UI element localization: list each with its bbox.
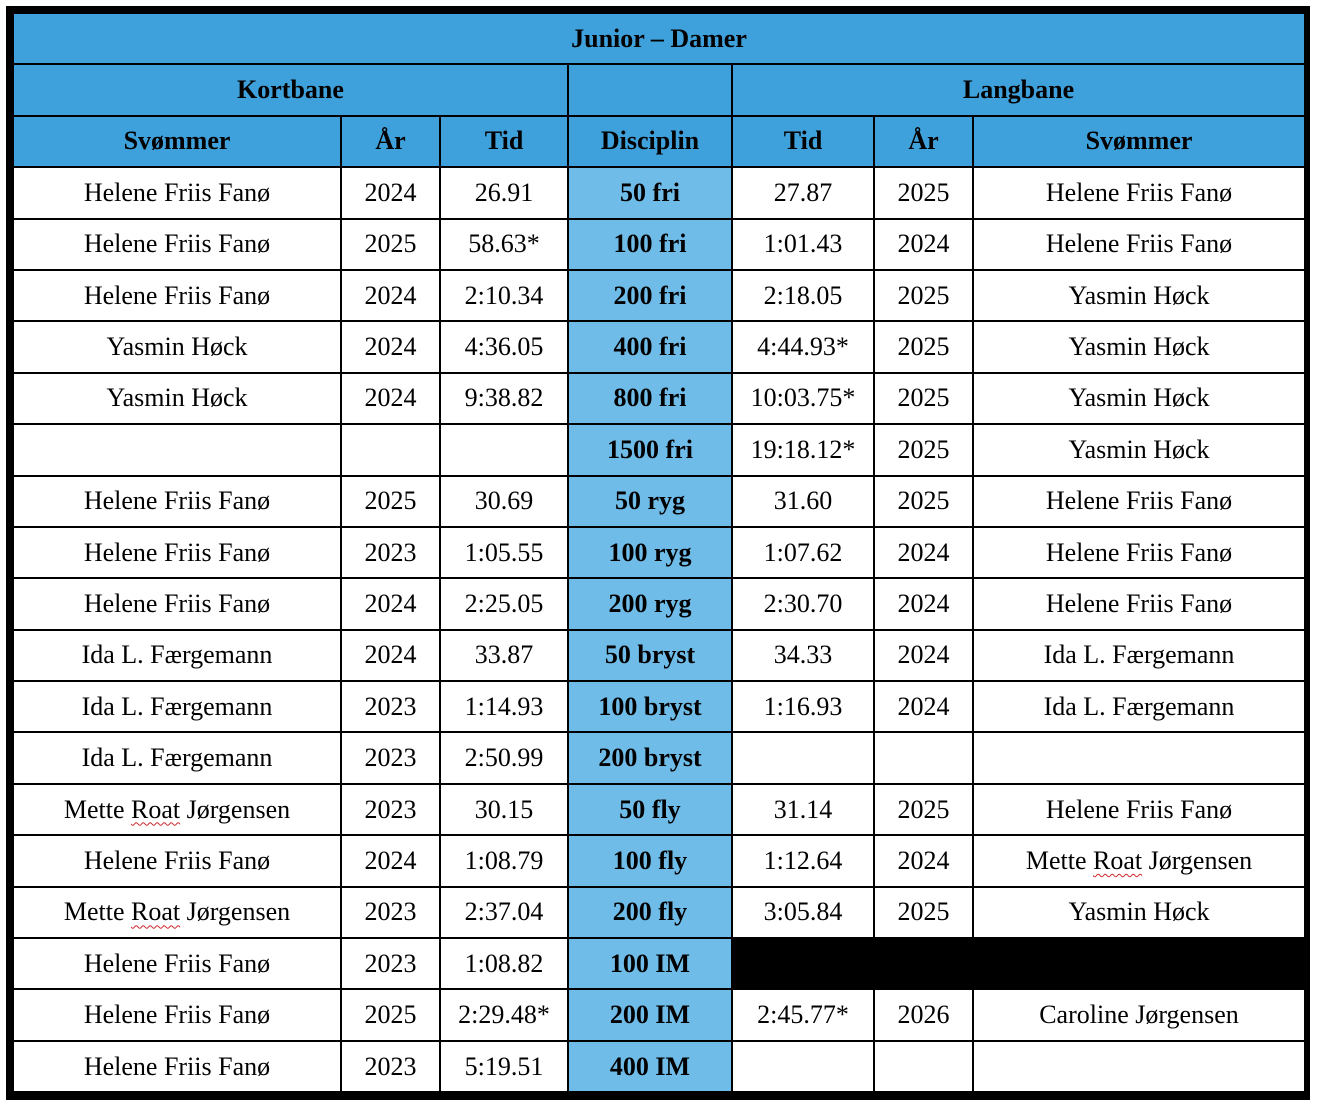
table-row <box>13 527 1305 578</box>
langbane-swimmer: Yasmin Høck <box>973 424 1305 475</box>
langbane-time: 2:18.05 <box>732 270 874 321</box>
kortbane-swimmer: Helene Friis Fanø <box>13 989 341 1040</box>
langbane-year <box>874 1041 973 1092</box>
langbane-time: 31.14 <box>732 784 874 835</box>
langbane-time: 1:12.64 <box>732 835 874 886</box>
kortbane-swimmer: Helene Friis Fanø <box>13 1041 341 1092</box>
langbane-year: 2025 <box>874 167 973 218</box>
langbane-time: 31.60 <box>732 476 874 527</box>
records-body <box>13 167 1305 1092</box>
kortbane-swimmer <box>13 424 341 475</box>
kortbane-time: 1:08.79 <box>440 835 568 886</box>
name-part: Jørgensen <box>180 897 291 927</box>
kortbane-year: 2025 <box>341 219 440 270</box>
langbane-year <box>874 732 973 783</box>
kortbane-year: 2024 <box>341 321 440 372</box>
section-spacer <box>568 64 732 115</box>
langbane-time: 27.87 <box>732 167 874 218</box>
kortbane-time: 2:10.34 <box>440 270 568 321</box>
langbane-swimmer: Yasmin Høck <box>973 270 1305 321</box>
langbane-year: 2024 <box>874 527 973 578</box>
kortbane-time <box>440 424 568 475</box>
kortbane-year: 2023 <box>341 938 440 989</box>
discipline: 200 IM <box>568 989 732 1040</box>
table-row <box>13 373 1305 424</box>
discipline: 100 fly <box>568 835 732 886</box>
kortbane-year: 2023 <box>341 887 440 938</box>
langbane-year: 2025 <box>874 784 973 835</box>
langbane-time: 1:07.62 <box>732 527 874 578</box>
kortbane-time: 2:37.04 <box>440 887 568 938</box>
name-part: Jørgensen <box>180 794 291 824</box>
langbane-swimmer: Yasmin Høck <box>973 373 1305 424</box>
kortbane-swimmer: Helene Friis Fanø <box>13 167 341 218</box>
kortbane-year: 2023 <box>341 732 440 783</box>
kortbane-swimmer: Yasmin Høck <box>13 321 341 372</box>
table-row <box>13 1041 1305 1092</box>
table-row <box>13 732 1305 783</box>
kortbane-year: 2024 <box>341 630 440 681</box>
langbane-swimmer: Helene Friis Fanø <box>973 527 1305 578</box>
kortbane-swimmer <box>13 887 341 938</box>
col-svommer-right: Svømmer <box>973 116 1305 167</box>
discipline: 100 fri <box>568 219 732 270</box>
langbane-time: 4:44.93* <box>732 321 874 372</box>
records-table-frame <box>6 6 1310 1100</box>
col-aar-right: År <box>874 116 973 167</box>
table-row <box>13 784 1305 835</box>
spellcheck-word: Roat <box>1093 845 1143 875</box>
discipline: 200 fri <box>568 270 732 321</box>
discipline: 200 fly <box>568 887 732 938</box>
langbane-swimmer: Ida L. Færgemann <box>973 630 1305 681</box>
discipline: 100 bryst <box>568 681 732 732</box>
table-row <box>13 476 1305 527</box>
col-disciplin: Disciplin <box>568 116 732 167</box>
langbane-time: 1:16.93 <box>732 681 874 732</box>
table-row <box>13 167 1305 218</box>
langbane-swimmer: Helene Friis Fanø <box>973 167 1305 218</box>
kortbane-year: 2024 <box>341 578 440 629</box>
name-part: Jørgensen <box>1142 845 1253 875</box>
langbane-swimmer: Yasmin Høck <box>973 887 1305 938</box>
langbane-year: 2024 <box>874 835 973 886</box>
table-row <box>13 578 1305 629</box>
kortbane-time: 1:08.82 <box>440 938 568 989</box>
kortbane-year: 2023 <box>341 527 440 578</box>
kortbane-year: 2024 <box>341 835 440 886</box>
discipline: 50 bryst <box>568 630 732 681</box>
langbane-swimmer: Helene Friis Fanø <box>973 784 1305 835</box>
langbane-time: 2:30.70 <box>732 578 874 629</box>
col-tid-right: Tid <box>732 116 874 167</box>
discipline: 200 bryst <box>568 732 732 783</box>
langbane-swimmer: Caroline Jørgensen <box>973 989 1305 1040</box>
kortbane-swimmer: Helene Friis Fanø <box>13 578 341 629</box>
langbane-year: 2024 <box>874 681 973 732</box>
kortbane-time: 2:29.48* <box>440 989 568 1040</box>
kortbane-time: 30.15 <box>440 784 568 835</box>
kortbane-time: 9:38.82 <box>440 373 568 424</box>
table-row <box>13 989 1305 1040</box>
table-title: Junior – Damer <box>13 13 1305 64</box>
kortbane-swimmer: Helene Friis Fanø <box>13 270 341 321</box>
records-table <box>12 12 1306 1093</box>
discipline: 1500 fri <box>568 424 732 475</box>
discipline: 50 ryg <box>568 476 732 527</box>
section-kortbane: Kortbane <box>13 64 568 115</box>
kortbane-year <box>341 424 440 475</box>
kortbane-time: 4:36.05 <box>440 321 568 372</box>
kortbane-time: 26.91 <box>440 167 568 218</box>
table-row <box>13 938 1305 989</box>
langbane-time: 19:18.12* <box>732 424 874 475</box>
langbane-swimmer <box>973 835 1305 886</box>
table-row <box>13 270 1305 321</box>
discipline: 50 fly <box>568 784 732 835</box>
section-langbane: Langbane <box>732 64 1305 115</box>
langbane-year: 2024 <box>874 219 973 270</box>
col-tid-left: Tid <box>440 116 568 167</box>
col-aar-left: År <box>341 116 440 167</box>
kortbane-time: 58.63* <box>440 219 568 270</box>
kortbane-swimmer: Helene Friis Fanø <box>13 527 341 578</box>
langbane-time: 2:45.77* <box>732 989 874 1040</box>
langbane-year: 2025 <box>874 270 973 321</box>
table-row <box>13 630 1305 681</box>
langbane-time: 10:03.75* <box>732 373 874 424</box>
kortbane-swimmer: Helene Friis Fanø <box>13 835 341 886</box>
langbane-year: 2025 <box>874 887 973 938</box>
table-row <box>13 887 1305 938</box>
discipline: 50 fri <box>568 167 732 218</box>
kortbane-swimmer: Ida L. Færgemann <box>13 732 341 783</box>
langbane-time: 1:01.43 <box>732 219 874 270</box>
kortbane-year: 2023 <box>341 784 440 835</box>
langbane-year: 2024 <box>874 578 973 629</box>
kortbane-year: 2024 <box>341 167 440 218</box>
langbane-swimmer: Helene Friis Fanø <box>973 578 1305 629</box>
kortbane-swimmer <box>13 784 341 835</box>
kortbane-time: 33.87 <box>440 630 568 681</box>
langbane-time <box>732 1041 874 1092</box>
discipline: 100 ryg <box>568 527 732 578</box>
discipline: 100 IM <box>568 938 732 989</box>
langbane-year: 2026 <box>874 989 973 1040</box>
langbane-swimmer <box>973 732 1305 783</box>
table-row <box>13 835 1305 886</box>
langbane-year: 2025 <box>874 373 973 424</box>
discipline: 400 IM <box>568 1041 732 1092</box>
kortbane-swimmer: Helene Friis Fanø <box>13 938 341 989</box>
kortbane-time: 2:50.99 <box>440 732 568 783</box>
kortbane-year: 2025 <box>341 989 440 1040</box>
kortbane-year: 2023 <box>341 681 440 732</box>
discipline: 800 fri <box>568 373 732 424</box>
langbane-swimmer <box>973 1041 1305 1092</box>
langbane-year: 2024 <box>874 630 973 681</box>
langbane-year: 2025 <box>874 424 973 475</box>
kortbane-year: 2025 <box>341 476 440 527</box>
kortbane-year: 2024 <box>341 270 440 321</box>
kortbane-swimmer: Yasmin Høck <box>13 373 341 424</box>
spellcheck-word: Roat <box>131 897 181 927</box>
table-row <box>13 424 1305 475</box>
spellcheck-word: Roat <box>131 794 181 824</box>
kortbane-year: 2024 <box>341 373 440 424</box>
langbane-swimmer: Ida L. Færgemann <box>973 681 1305 732</box>
discipline: 400 fri <box>568 321 732 372</box>
langbane-year: 2025 <box>874 476 973 527</box>
col-svommer-left: Svømmer <box>13 116 341 167</box>
kortbane-swimmer: Ida L. Færgemann <box>13 630 341 681</box>
langbane-swimmer: Helene Friis Fanø <box>973 476 1305 527</box>
kortbane-swimmer: Helene Friis Fanø <box>13 476 341 527</box>
table-row <box>13 681 1305 732</box>
kortbane-time: 1:05.55 <box>440 527 568 578</box>
kortbane-swimmer: Helene Friis Fanø <box>13 219 341 270</box>
kortbane-time: 5:19.51 <box>440 1041 568 1092</box>
table-row <box>13 219 1305 270</box>
discipline: 200 ryg <box>568 578 732 629</box>
langbane-time: 3:05.84 <box>732 887 874 938</box>
kortbane-time: 2:25.05 <box>440 578 568 629</box>
kortbane-time: 1:14.93 <box>440 681 568 732</box>
kortbane-swimmer: Ida L. Færgemann <box>13 681 341 732</box>
kortbane-year: 2023 <box>341 1041 440 1092</box>
name-part: Mette <box>63 794 132 824</box>
langbane-year: 2025 <box>874 321 973 372</box>
langbane-time: 34.33 <box>732 630 874 681</box>
langbane-swimmer: Helene Friis Fanø <box>973 219 1305 270</box>
kortbane-time: 30.69 <box>440 476 568 527</box>
table-row <box>13 321 1305 372</box>
langbane-redacted <box>732 938 1305 989</box>
name-part: Mette <box>63 897 132 927</box>
langbane-time <box>732 732 874 783</box>
langbane-swimmer: Yasmin Høck <box>973 321 1305 372</box>
name-part: Mette <box>1025 845 1094 875</box>
